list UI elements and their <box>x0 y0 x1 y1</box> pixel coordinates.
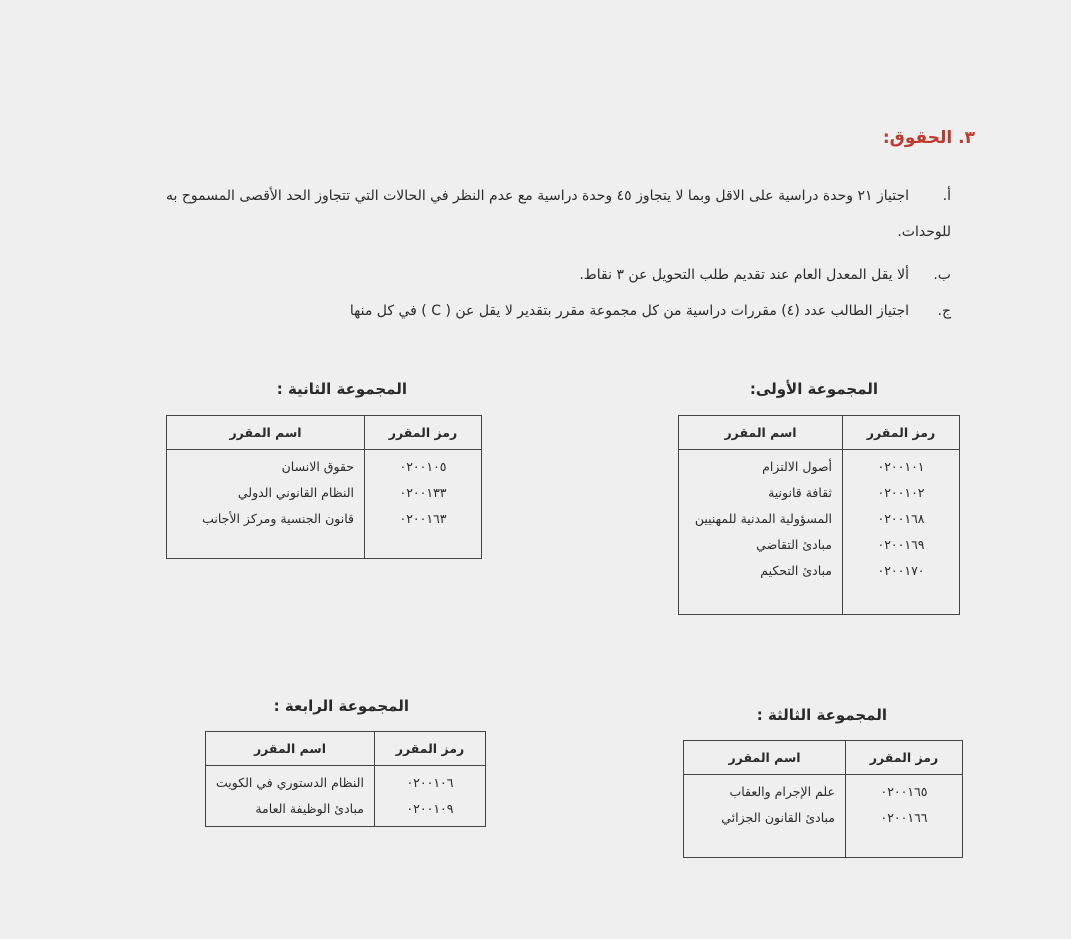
requirement-item-a <box>111 178 951 250</box>
course-name: مبادئ التحكيم <box>760 563 832 578</box>
course-name: النظام الدستوري في الكويت <box>216 775 364 790</box>
course-name: علم الإجرام والعقاب <box>729 784 835 799</box>
course-name: مبادئ الوظيفة العامة <box>255 801 364 816</box>
course-code: ٠٢٠٠١٦٣ <box>399 511 447 526</box>
column-header-code: رمز المقرر <box>365 416 482 450</box>
course-code: ٠٢٠٠١٠٦ <box>406 775 454 790</box>
course-code: ٠٢٠٠١٠٢ <box>877 485 925 500</box>
requirement-item-b <box>111 257 951 293</box>
group-third-table <box>683 740 963 858</box>
course-code: ٠٢٠٠١٣٣ <box>399 485 447 500</box>
column-header-name: اسم المقرر <box>167 416 365 450</box>
code-cell <box>374 766 485 827</box>
course-code: ٠٢٠٠١٧٠ <box>877 563 925 578</box>
group-second-table <box>166 415 482 559</box>
column-header-code: رمز المقرر <box>374 732 485 766</box>
column-header-name: اسم المقرر <box>679 416 843 450</box>
group-second-title: المجموعة الثانية : <box>276 380 407 398</box>
column-header-name: اسم المقرر <box>206 732 375 766</box>
group-third-title: المجموعة الثالثة : <box>756 706 887 724</box>
course-name: المسؤولية المدنية للمهنيين <box>694 511 832 526</box>
course-code: ٠٢٠٠١٦٥ <box>880 784 928 799</box>
course-code: ٠٢٠٠١٠١ <box>877 459 925 474</box>
name-cell <box>684 775 846 858</box>
course-name: أصول الالتزام <box>762 459 832 474</box>
group-fourth-title: المجموعة الرابعة : <box>273 697 409 715</box>
code-cell <box>365 450 482 559</box>
column-header-code: رمز المقرر <box>846 741 963 775</box>
code-cell <box>846 775 963 858</box>
group-fourth-table <box>205 731 486 827</box>
item-marker: أ. <box>942 188 951 204</box>
course-code: ٠٢٠٠١٦٨ <box>877 511 925 526</box>
name-cell <box>679 450 843 615</box>
group-first-table <box>678 415 960 615</box>
item-text: ألا يقل المعدل العام عند تقديم طلب التحويل عن ٣ نقاط. <box>579 267 909 283</box>
column-header-name: اسم المقرر <box>684 741 846 775</box>
item-marker: ب. <box>933 267 951 283</box>
course-name: قانون الجنسية ومركز الأجانب <box>202 511 354 526</box>
course-name: مبادئ التقاضي <box>756 537 832 552</box>
course-code: ٠٢٠٠١٠٥ <box>399 459 447 474</box>
course-name: النظام القانوني الدولي <box>237 485 354 500</box>
item-marker: ج. <box>937 303 951 319</box>
item-text: اجتياز ٢١ وحدة دراسية على الاقل وبما لا يتجاوز ٤٥ وحدة دراسية مع عدم النظر في الحالات التي تتجاوز الحد الأقصى المسموح به للوحدات. <box>165 188 951 240</box>
item-text: اجتياز الطالب عدد (٤) مقررات دراسية من كل مجموعة مقرر بتقدير لا يقل عن ( C ) في كل منها <box>349 303 909 319</box>
column-header-code: رمز المقرر <box>843 416 960 450</box>
requirement-item-c <box>111 293 951 329</box>
code-cell <box>843 450 960 615</box>
course-code: ٠٢٠٠١٦٦ <box>880 810 928 825</box>
section-heading: ٣. الحقوق: <box>882 128 975 148</box>
name-cell <box>167 450 365 559</box>
name-cell <box>206 766 375 827</box>
course-code: ٠٢٠٠١٦٩ <box>877 537 925 552</box>
course-name: مبادئ القانون الجزائي <box>721 810 835 825</box>
course-name: ثقافة قانونية <box>768 485 832 500</box>
course-name: حقوق الانسان <box>281 459 354 474</box>
course-code: ٠٢٠٠١٠٩ <box>406 801 454 816</box>
group-first-title: المجموعة الأولى: <box>749 380 878 398</box>
